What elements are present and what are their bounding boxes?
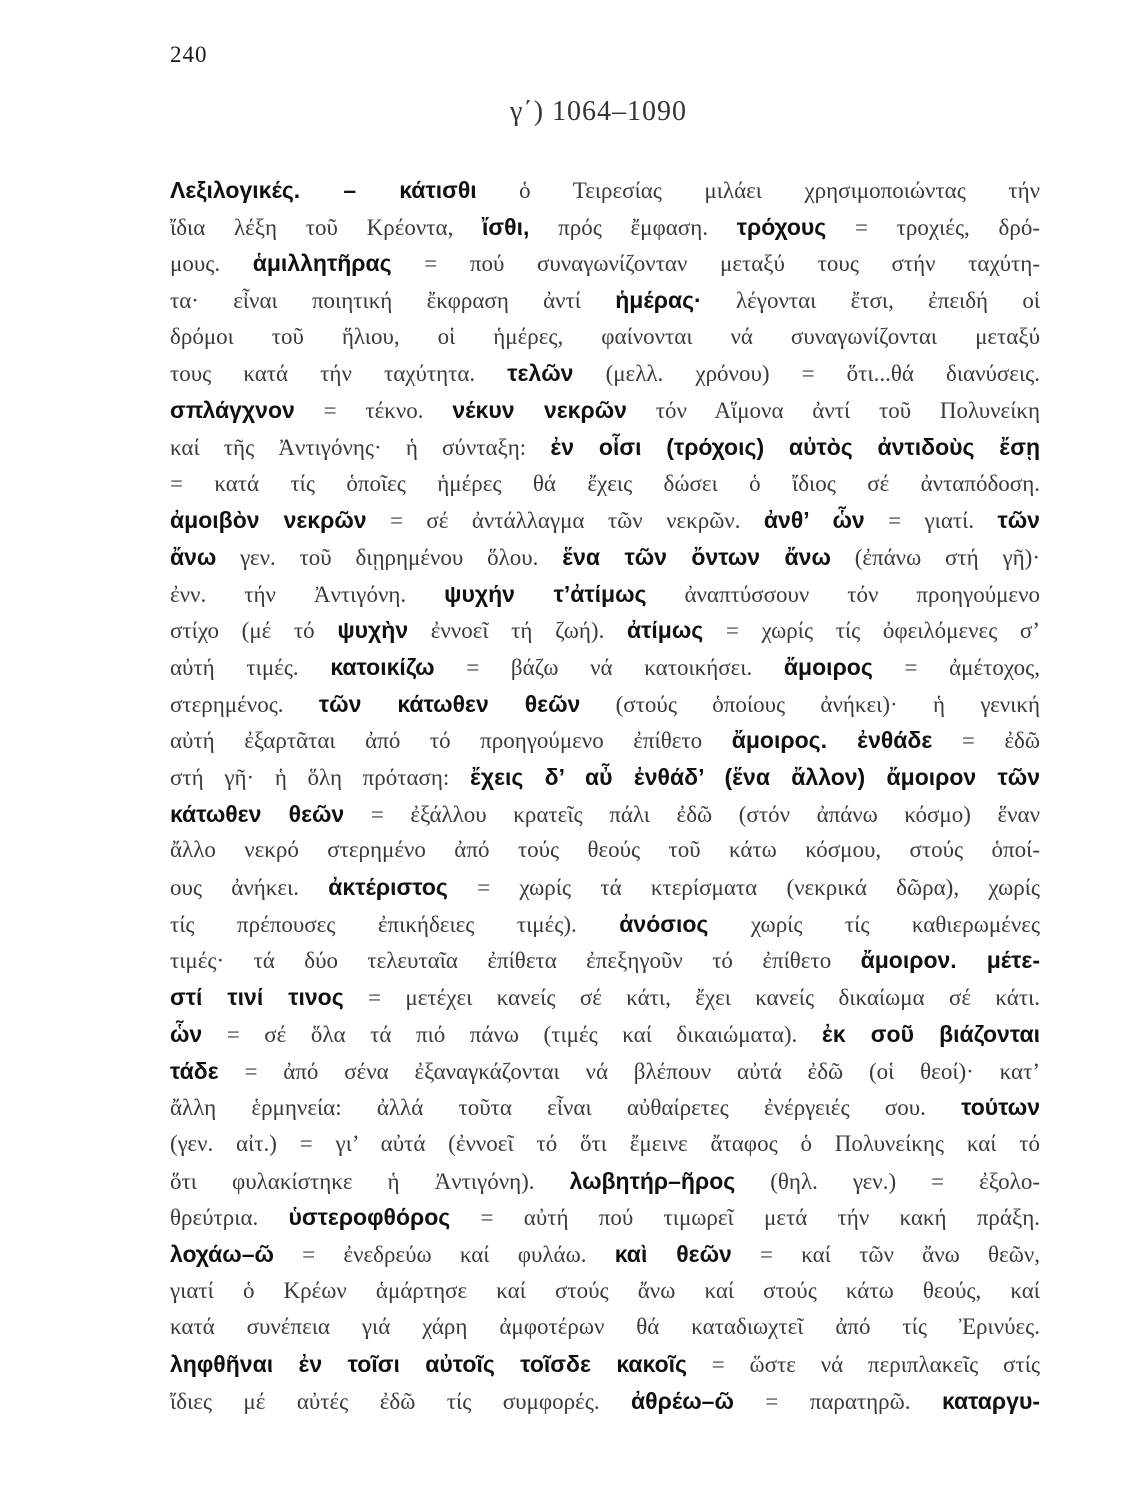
lemma-term: ἄμοιρος. ἐνθάδε: [731, 727, 933, 754]
gloss-text: = αὐτή πού τιμωρεῖ μετά τήν κακή πράξη.: [450, 1205, 1040, 1231]
gloss-text: ὅτι φυλακίστηκε ἡ Ἀντιγόνη).: [170, 1168, 570, 1194]
gloss-text: τιμές· τά δύο τελευταῖα ἐπίθετα ἐπεξηγοῦν τό ἐπίθετο: [170, 948, 861, 974]
text-line: [170, 282, 1040, 319]
lemma-term: νέκυν νεκρῶν: [452, 397, 627, 424]
lemma-term: τάδε: [170, 1057, 219, 1084]
lemma-term: ἀνθ’ ὧν: [763, 507, 865, 534]
gloss-text: τόν Αἵμονα ἀντί τοῦ Πολυνείκη: [626, 398, 1040, 424]
text-line: [170, 759, 1040, 796]
gloss-text: καί τῆς Ἀντιγόνης· ἡ σύνταξη:: [170, 434, 551, 460]
text-line: [170, 1346, 1040, 1383]
lemma-term: σπλάγχνον: [170, 397, 295, 424]
gloss-text: μους.: [170, 251, 253, 277]
lemma-term: ἴσθι,: [482, 213, 530, 240]
lemma-term: ἀτίμως: [626, 617, 704, 644]
text-line: [170, 539, 1040, 576]
gloss-text: = σέ ὅλα τά πιό πάνω (τιμές καί δικαιώματα).: [202, 1021, 822, 1047]
lemma-term: καταργυ-: [941, 1387, 1040, 1414]
lemma-term: Λεξιλογικές. – κάτισθι: [170, 177, 477, 203]
text-line: [170, 906, 1040, 943]
gloss-text: = μετέχει κανείς σέ κάτι, ἔχει κανείς δικαίωμα σέ κάτι.: [343, 985, 1040, 1011]
gloss-text: (μελλ. χρόνου) = ὅτι...θά διανύσεις.: [573, 361, 1040, 387]
gloss-text: ὁ Τειρεσίας μιλάει χρησιμοποιώντας τήν: [476, 178, 1040, 203]
gloss-text: = βάζω νά κατοικήσει.: [434, 654, 784, 680]
lemma-term: ὑστεροφθόρος: [288, 1204, 451, 1231]
gloss-text: = χωρίς τίς ὀφειλόμενες σ’: [703, 618, 1040, 644]
gloss-text: κατά συνέπεια γιά χάρη ἀμφοτέρων θά καταδιωχτεῖ ἀπό τίς Ἐρινύες.: [170, 1314, 1040, 1340]
lemma-term: ληφθῆναι ἐν τοῖσι αὐτοῖς τοῖσδε κακοῖς: [170, 1351, 687, 1377]
gloss-text: ἴδιες μέ αὐτές ἐδῶ τίς συμφορές.: [170, 1388, 632, 1414]
gloss-text: = χωρίς τά κτερίσματα (νεκρικά δῶρα), χωρίς: [447, 875, 1040, 901]
text-line: [170, 1016, 1040, 1053]
text-line: [170, 1199, 1040, 1236]
lemma-term: ἡμέρας·: [615, 287, 702, 314]
text-line: [170, 172, 1040, 209]
text-line: [170, 1053, 1040, 1090]
text-line: [170, 1163, 1040, 1200]
gloss-text: = τέκνο.: [294, 398, 453, 424]
gloss-text: ἀναπτύσσουν τόν προηγούμενο: [646, 581, 1040, 607]
text-line: [170, 1126, 1040, 1163]
lemma-term: ἔχεις δ’ αὖ ἐνθάδ’ (ἕνα ἄλλον) ἄμοιρον τῶν: [469, 764, 1040, 790]
gloss-text: τίς πρέπουσες ἐπικήδειες τιμές).: [170, 911, 620, 937]
gloss-text: αὐτή τιμές.: [170, 654, 331, 680]
gloss-text: γεν. τοῦ διῃρημένου ὅλου.: [216, 544, 563, 570]
text-line: [170, 502, 1040, 539]
text-line: [170, 466, 1040, 503]
gloss-text: γιατί ὁ Κρέων ἁμάρτησε καί στούς ἄνω καί στούς κάτω θεούς, καί: [170, 1277, 1040, 1303]
lemma-term: τῶν: [997, 507, 1040, 534]
text-line: [170, 576, 1040, 613]
commentary-text: [170, 172, 1040, 1419]
lemma-term: λωβητήρ–ῆρος: [569, 1167, 736, 1194]
text-line: [170, 1089, 1040, 1126]
gloss-text: = ἐνεδρεύω καί φυλάω.: [273, 1241, 615, 1267]
lemma-term: ἀθρέω–ῶ: [631, 1387, 734, 1414]
gloss-text: ἄλλο νεκρό στερημένο ἀπό τούς θεούς τοῦ κάτω κόσμου, στούς ὁποί-: [170, 837, 1040, 863]
lemma-term: ἐκ σοῦ βιάζονται: [821, 1020, 1040, 1047]
gloss-text: στή γῆ· ἡ ὅλη πρόταση:: [170, 765, 470, 790]
gloss-text: τα· εἶναι ποιητική ἔκφραση ἀντί: [170, 288, 616, 314]
lemma-term: ἀνόσιος: [619, 910, 709, 937]
text-line: [170, 796, 1040, 833]
gloss-text: ἐνν. τήν Ἀντιγόνη.: [170, 581, 445, 607]
gloss-text: στίχο (μέ τό: [170, 618, 338, 644]
gloss-text: ἐννοεῖ τή ζωή).: [408, 618, 627, 644]
lemma-term: ἐν οἷσι (τρόχοις) αὐτὸς ἀντιδοὺς ἔσῃ: [550, 433, 1040, 460]
gloss-text: (θηλ. γεν.) = ἐξολο-: [735, 1168, 1040, 1194]
lemma-term: ἁμιλλητῆρας: [252, 250, 392, 277]
lemma-term: λοχάω–ῶ: [170, 1240, 274, 1267]
text-line: [170, 1273, 1040, 1310]
lemma-term: ἄμοιρος: [783, 653, 873, 680]
text-line: [170, 942, 1040, 979]
lemma-term: ψυχήν τ’ἀτίμως: [444, 580, 647, 607]
lemma-term: κάτωθεν θεῶν: [170, 800, 345, 827]
text-line: [170, 832, 1040, 869]
text-line: [170, 649, 1040, 686]
text-line: [170, 1383, 1040, 1420]
gloss-text: (ἐπάνω στή γῆ)·: [830, 544, 1040, 570]
lemma-term: ἀκτέριστος: [328, 874, 448, 901]
lemma-term: τρόχους: [736, 213, 827, 240]
gloss-text: ους ἀνήκει.: [170, 875, 329, 901]
gloss-text: = ἐδῶ: [932, 728, 1040, 754]
text-line: [170, 869, 1040, 906]
lemma-term: τελῶν: [507, 360, 574, 387]
gloss-text: (στούς ὁποίους ἀνήκει)· ἡ γενική: [580, 691, 1040, 717]
text-line: [170, 355, 1040, 392]
lemma-term: καὶ θεῶν: [614, 1240, 732, 1267]
gloss-text: λέγονται ἔτσι, ἐπειδή οἱ: [701, 288, 1040, 314]
gloss-text: δρόμοι τοῦ ἥλιου, οἱ ἡμέρες, φαίνονται νά συναγωνίζονται μεταξύ: [170, 323, 1040, 349]
lemma-term: ἄνω: [170, 543, 217, 570]
gloss-text: (γεν. αἰτ.) = γι’ αὐτά (ἐννοεῖ τό ὅτι ἔμεινε ἄταφος ὁ Πολυνείκης καί τό: [170, 1130, 1040, 1156]
section-title: γ΄) 1064–1090: [510, 96, 688, 127]
gloss-text: θρεύτρια.: [170, 1205, 289, 1231]
text-line: [170, 612, 1040, 649]
gloss-text: = γιατί.: [864, 508, 998, 534]
lemma-term: κατοικίζω: [330, 653, 435, 680]
lemma-term: ἄμοιρον. μέτε-: [860, 947, 1040, 974]
gloss-text: αὐτή ἐξαρτᾶται ἀπό τό προηγούμενο ἐπίθετο: [170, 728, 732, 754]
lemma-term: ἕνα τῶν ὄντων ἄνω: [562, 543, 831, 570]
text-line: [170, 1309, 1040, 1346]
gloss-text: στερημένος.: [170, 691, 319, 717]
gloss-text: = ἐξάλλου κρατεῖς πάλι ἐδῶ (στόν ἀπάνω κόσμο) ἕναν: [344, 801, 1040, 827]
gloss-text: ἴδια λέξη τοῦ Κρέοντα,: [170, 214, 483, 240]
gloss-text: = καί τῶν ἄνω θεῶν,: [731, 1241, 1040, 1267]
lemma-term: στί τινί τινος: [170, 984, 344, 1011]
text-line: [170, 245, 1040, 282]
gloss-text: = παρατηρῶ.: [733, 1388, 942, 1414]
gloss-text: = σέ ἀντάλλαγμα τῶν νεκρῶν.: [366, 508, 764, 534]
gloss-text: ἄλλη ἑρμηνεία: ἀλλά τοῦτα εἶναι αὐθαίρετες ἐνέργειές σου.: [170, 1095, 962, 1121]
text-line: [170, 319, 1040, 356]
gloss-text: = ὥστε νά περιπλακεῖς στίς: [686, 1352, 1040, 1377]
lemma-term: ὧν: [170, 1020, 203, 1047]
text-line: [170, 686, 1040, 723]
text-line: [170, 392, 1040, 429]
gloss-text: χωρίς τίς καθιερωμένες: [708, 911, 1040, 937]
lemma-term: ἀμοιβὸν νεκρῶν: [170, 507, 367, 534]
gloss-text: τους κατά τήν ταχύτητα.: [170, 361, 508, 387]
lemma-term: τῶν κάτωθεν θεῶν: [318, 690, 581, 717]
text-line: [170, 209, 1040, 246]
gloss-text: = ἀμέτοχος,: [872, 654, 1040, 680]
gloss-text: = πού συναγωνίζονταν μεταξύ τους στήν ταχύτη-: [391, 251, 1040, 277]
lemma-term: τούτων: [961, 1094, 1040, 1121]
lemma-term: ψυχὴν: [337, 617, 409, 644]
gloss-text: πρός ἔμφαση.: [529, 214, 737, 240]
gloss-text: = ἀπό σένα ἐξαναγκάζονται νά βλέπουν αὐτά ἐδῶ (οἱ θεοί)· κατ’: [218, 1058, 1040, 1084]
page-number: 240: [170, 42, 208, 67]
gloss-text: = τροχιές, δρό-: [826, 214, 1040, 240]
text-line: [170, 979, 1040, 1016]
text-line: [170, 722, 1040, 759]
text-line: [170, 429, 1040, 466]
text-line: [170, 1236, 1040, 1273]
gloss-text: = κατά τίς ὁποῖες ἡμέρες θά ἔχεις δώσει ὁ ἴδιος σέ ἀνταπόδοση.: [170, 470, 1040, 496]
